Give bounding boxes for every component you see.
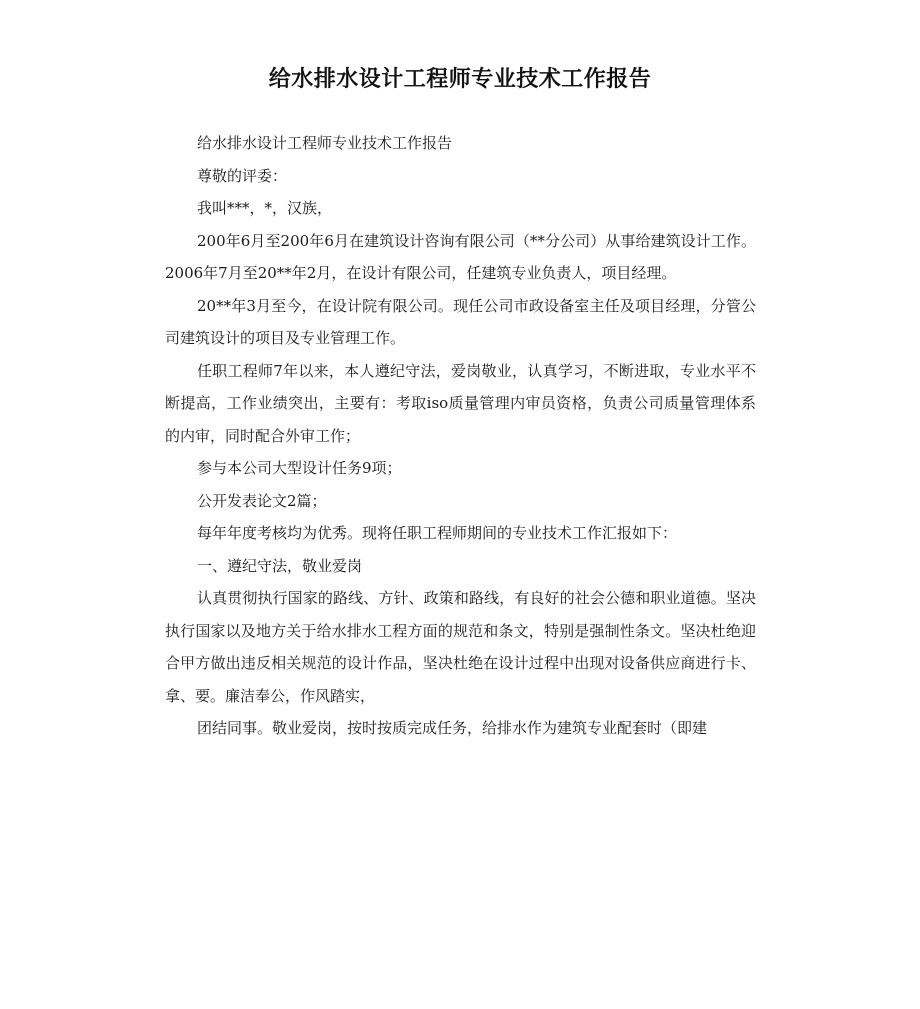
document-title: 给水排水设计工程师专业技术工作报告 xyxy=(268,67,652,92)
paragraph-ethics: 认真贯彻执行国家的路线、方针、政策和路线，有良好的社会公德和职业道德。坚决执行国家以及地方关于给水排水工程方面的规范和条文，特别是强制性条文。坚决杜绝迎合甲方做出违反相关规范的设计作品，坚决杜绝在设计过程中出现对设备供应商进行卡、拿、要。廉洁奉公，作风踏实， xyxy=(165,589,756,705)
paragraph-evaluation: 每年年度考核均为优秀。现将任职工程师期间的专业技术工作汇报如下： xyxy=(197,524,678,542)
paragraph-work-history-2: 20**年3月至今，在设计院有限公司。现任公司市政设备室主任及项目经理，分管公司建筑设计的项目及专业管理工作。 xyxy=(165,296,756,347)
paragraph-work-history-1: 200年6月至200年6月在建筑设计咨询有限公司（**分公司）从事给建筑设计工作。2006年7月至20**年2月，在设计有限公司，任建筑专业负责人，项目经理。 xyxy=(165,231,756,282)
paragraph-teamwork: 团结同事。敬业爱岗，按时按质完成任务，给排水作为建筑专业配套时（即建 xyxy=(197,719,708,737)
paragraph-achievements: 任职工程师7年以来，本人遵纪守法，爱岗敬业，认真学习，不断进取，专业水平不断提高，工作业绩突出，主要有：考取iso质量管理内审员资格，负责公司质量管理体系的内审，同时配合外审工作； xyxy=(165,361,756,445)
paragraph-projects: 参与本公司大型设计任务9项； xyxy=(197,459,402,477)
paragraph-self-intro: 我叫***，*，汉族， xyxy=(197,199,333,217)
section-heading-1: 一、遵纪守法，敬业爱岗 xyxy=(197,556,363,575)
paragraph-papers: 公开发表论文2篇； xyxy=(197,491,327,510)
paragraph-salutation: 尊敬的评委： xyxy=(197,166,288,185)
document-body xyxy=(165,127,756,745)
paragraph-subtitle: 给水排水设计工程师专业技术工作报告 xyxy=(197,134,453,152)
